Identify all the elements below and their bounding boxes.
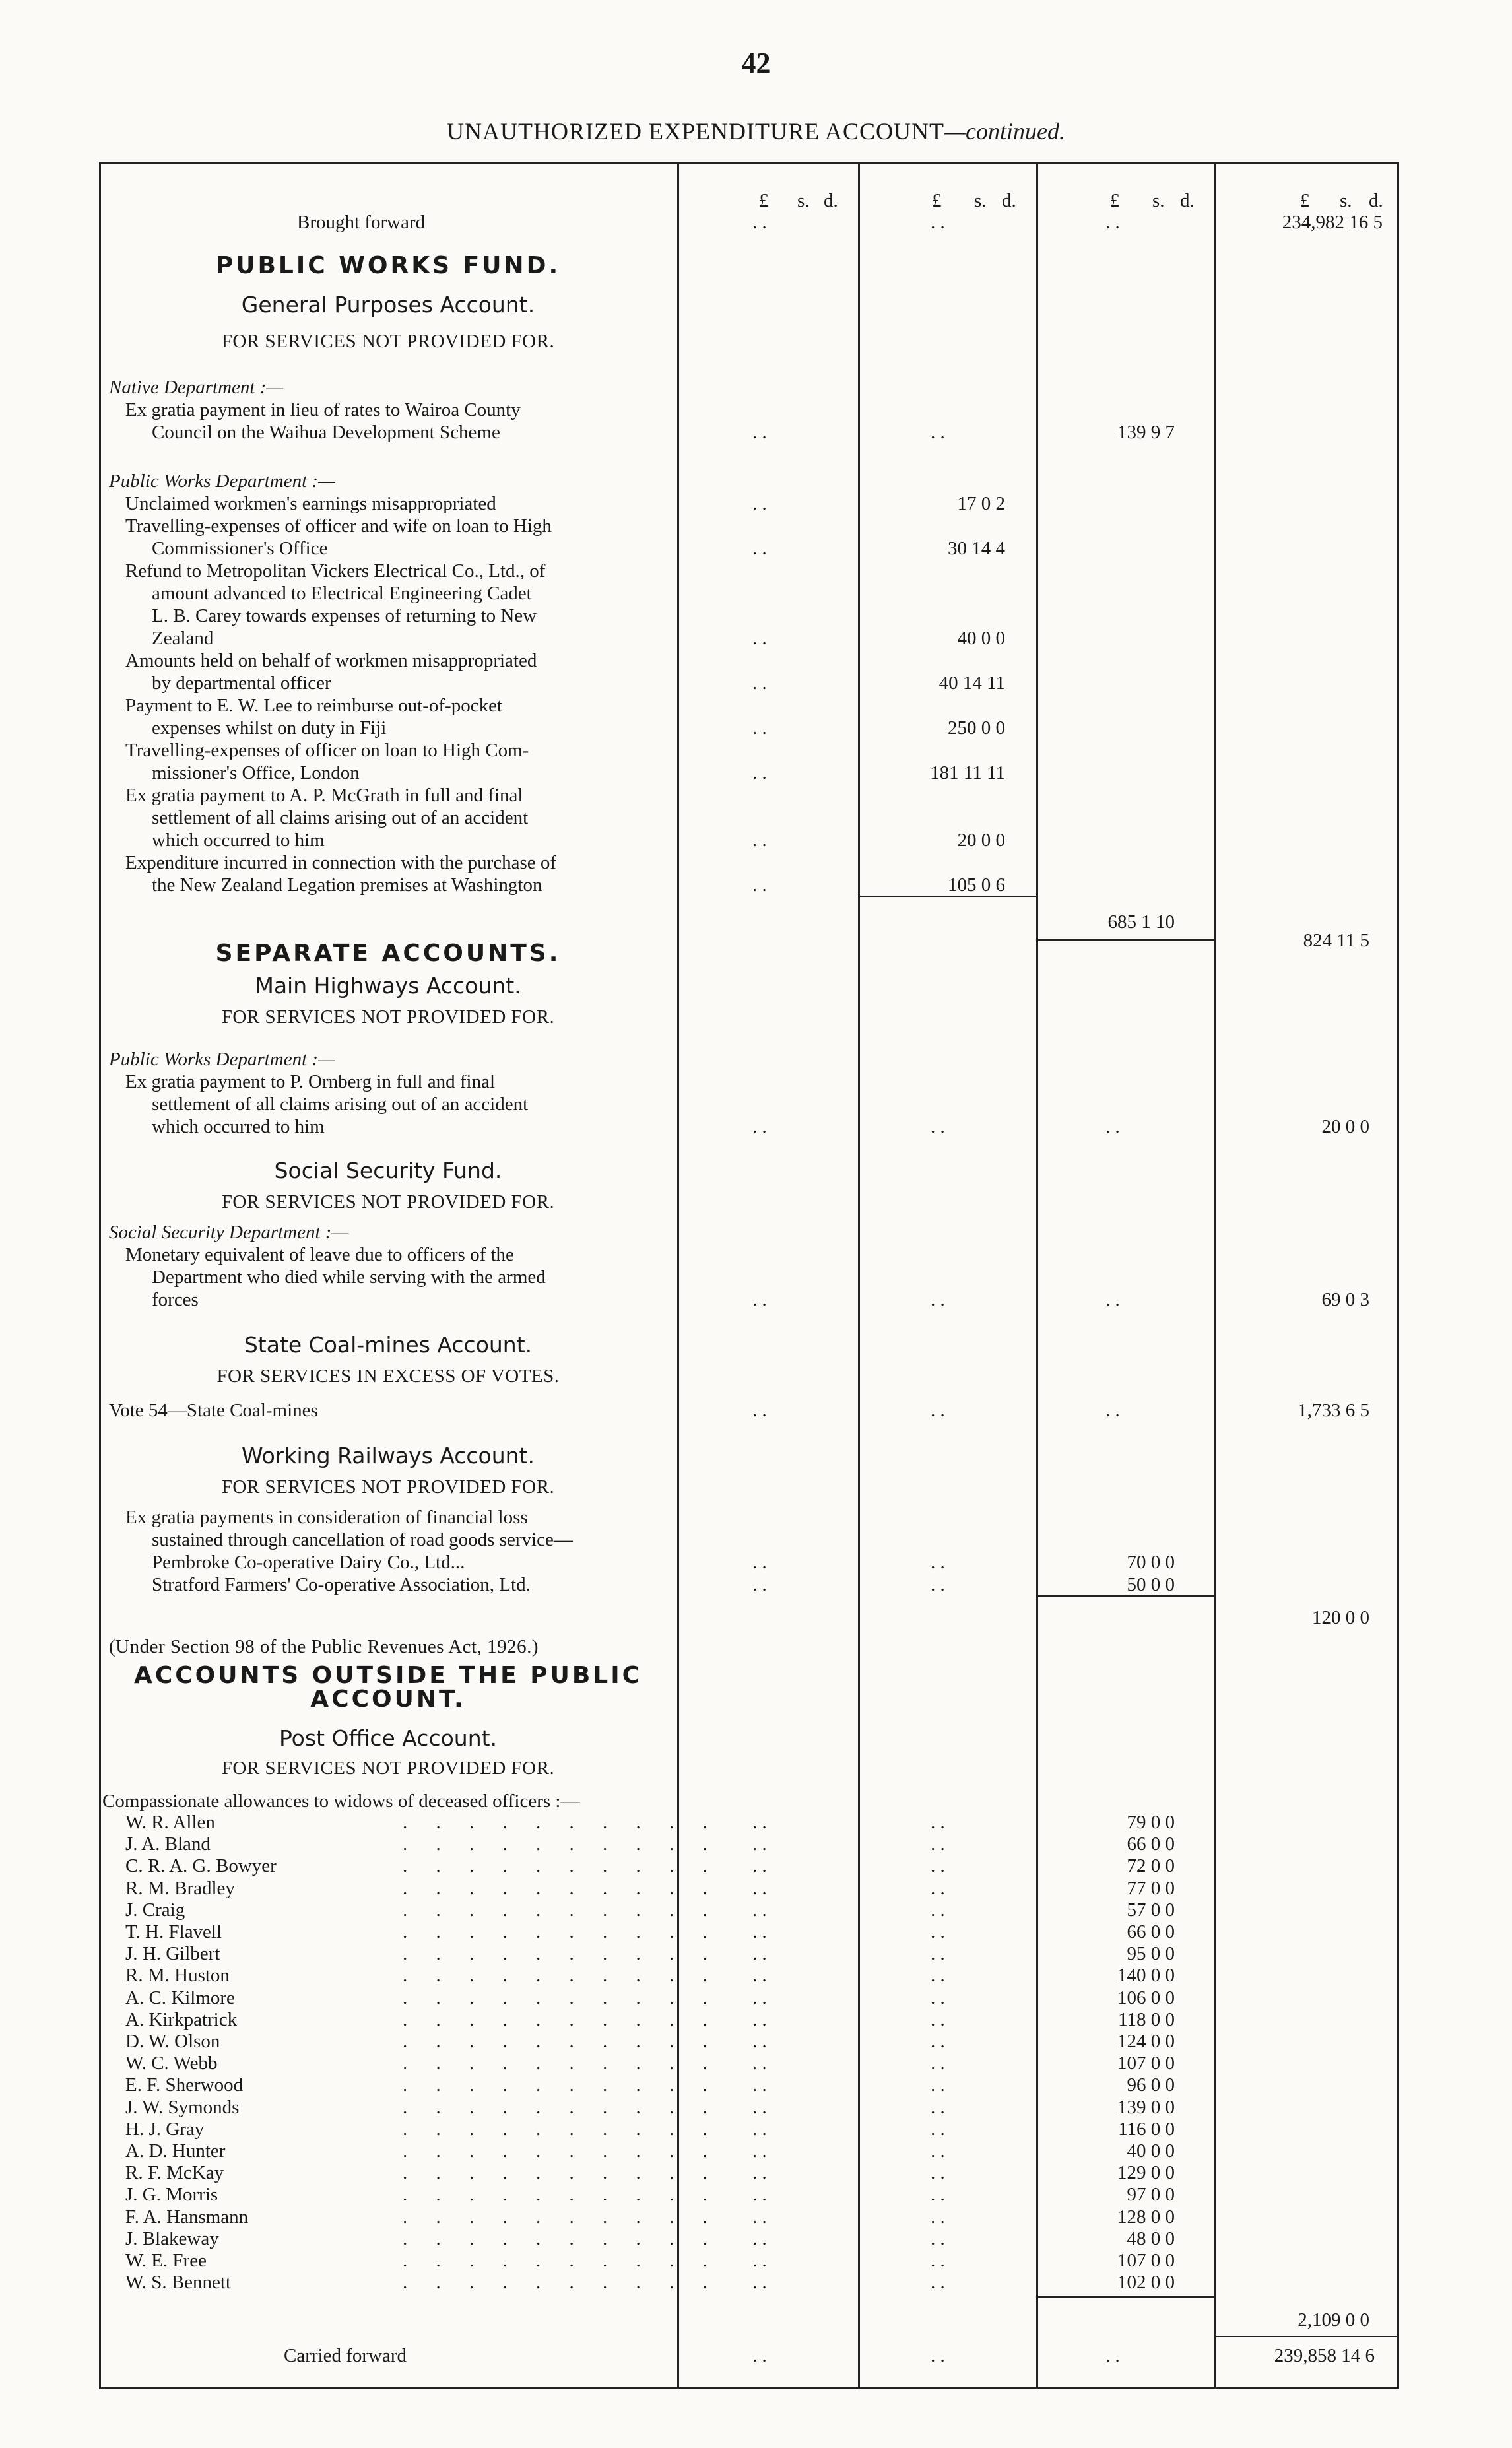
leader-dots: . . . . . . . . . . bbox=[403, 1921, 719, 1942]
leader-dots: . . bbox=[931, 1574, 945, 1595]
leader-dots: . . bbox=[1105, 1289, 1120, 1310]
leader-dots: . . bbox=[752, 628, 767, 649]
leader-dots: . . bbox=[931, 2228, 945, 2249]
entry-text: L. B. Carey towards expenses of returning to New bbox=[152, 605, 537, 626]
leader-dots: . . . . . . . . . . bbox=[403, 1812, 719, 1833]
leader-dots: . . bbox=[752, 875, 767, 896]
pound-sign: £ bbox=[759, 190, 769, 211]
leader-dots: . . bbox=[752, 2272, 767, 2294]
entry-text: Ex gratia payment in lieu of rates to Wairoa County bbox=[125, 399, 521, 420]
widow-amount: 96 0 0 bbox=[1127, 2074, 1175, 2096]
leader-dots: . . bbox=[752, 1834, 767, 1855]
entry-text: forces bbox=[152, 1289, 199, 1310]
leader-dots: . . . . . . . . . . bbox=[403, 1834, 719, 1855]
shilling-label: s. bbox=[1152, 190, 1165, 211]
leader-dots: . . . . . . . . . . bbox=[403, 2228, 719, 2249]
leader-dots: . . bbox=[752, 2250, 767, 2271]
leader-dots: . . bbox=[752, 493, 767, 514]
pound-sign: £ bbox=[1300, 190, 1310, 211]
widow-name: T. H. Flavell bbox=[125, 1921, 222, 1942]
widow-amount: 129 0 0 bbox=[1117, 2162, 1175, 2184]
leader-dots: . . bbox=[931, 2008, 945, 2030]
leader-dots: . . bbox=[752, 2031, 767, 2052]
entry-text: Compassionate allowances to widows of deceased officers :— bbox=[102, 1791, 580, 1812]
entry-text: Vote 54—State Coal-mines bbox=[109, 1400, 318, 1421]
entry-text: settlement of all claims arising out of an accident bbox=[152, 807, 529, 828]
entry-amount: 40 14 11 bbox=[938, 673, 1005, 694]
leader-dots: . . bbox=[931, 1855, 945, 1877]
total-rule bbox=[1214, 2336, 1397, 2337]
widow-name: R. M. Huston bbox=[125, 1965, 230, 1987]
entry-amount: 70 0 0 bbox=[1127, 1552, 1175, 1573]
leader-dots: . . bbox=[1105, 2345, 1120, 2366]
leader-dots: . . bbox=[931, 2345, 945, 2366]
column-rule-4 bbox=[1214, 162, 1216, 2389]
subtotal-rule bbox=[1036, 1595, 1214, 1597]
leader-dots: . . bbox=[752, 1400, 767, 1421]
entry-amount: 30 14 4 bbox=[948, 538, 1005, 559]
leader-dots: . . . . . . . . . . bbox=[403, 2053, 719, 2074]
leader-dots: . . bbox=[752, 538, 767, 559]
section-title: ACCOUNTS OUTSIDE THE PUBLIC bbox=[133, 1662, 643, 1689]
widow-amount: 95 0 0 bbox=[1127, 1943, 1175, 1965]
entry-text: which occurred to him bbox=[152, 1116, 325, 1137]
widow-amount: 118 0 0 bbox=[1118, 2008, 1175, 2030]
entry-text: Council on the Waihua Development Scheme bbox=[152, 422, 500, 443]
leader-dots: . . . . . . . . . . bbox=[403, 2074, 719, 2096]
table-bottom-rule bbox=[99, 2387, 1399, 2389]
leader-dots: . . bbox=[931, 2118, 945, 2140]
entry-amount: 250 0 0 bbox=[948, 717, 1005, 739]
leader-dots: . . bbox=[1105, 1400, 1120, 1421]
widow-name: R. M. Bradley bbox=[125, 1877, 235, 1899]
widow-amount: 40 0 0 bbox=[1127, 2140, 1175, 2162]
entry-amount: 20 0 0 bbox=[1321, 1116, 1369, 1137]
entry-text: expenses whilst on duty in Fiji bbox=[152, 717, 387, 739]
leader-dots: . . bbox=[752, 1289, 767, 1310]
leader-dots: . . bbox=[752, 2184, 767, 2206]
entry-text: Ex gratia payment to P. Ornberg in full and final bbox=[125, 1071, 496, 1092]
entry-text: Monetary equivalent of leave due to officers of the bbox=[125, 1244, 514, 1265]
leader-dots: . . bbox=[752, 1965, 767, 1987]
widow-amount: 107 0 0 bbox=[1117, 2250, 1175, 2271]
account-table bbox=[99, 162, 1399, 2389]
pence-label: d. bbox=[1180, 190, 1195, 211]
entry-text: Stratford Farmers' Co-operative Association, Ltd. bbox=[152, 1574, 531, 1595]
subtotal-rule bbox=[1036, 2296, 1214, 2298]
entry-text: sustained through cancellation of road goods service— bbox=[152, 1529, 573, 1550]
widow-amount: 79 0 0 bbox=[1127, 1812, 1175, 1833]
widow-name: H. J. Gray bbox=[125, 2118, 205, 2140]
widow-amount: 66 0 0 bbox=[1127, 1834, 1175, 1855]
brought-forward-label: Brought forward bbox=[297, 212, 426, 233]
entry-amount: 181 11 11 bbox=[930, 762, 1005, 783]
leader-dots: . . bbox=[752, 2228, 767, 2249]
leader-dots: . . bbox=[752, 2053, 767, 2074]
pence-label: d. bbox=[824, 190, 838, 211]
leader-dots: . . . . . . . . . . bbox=[403, 1987, 719, 2008]
fund-title: PUBLIC WORKS FUND. bbox=[215, 252, 561, 279]
leader-dots: . . bbox=[752, 1987, 767, 2008]
leader-dots: . . bbox=[752, 2008, 767, 2030]
leader-dots: . . bbox=[931, 2206, 945, 2228]
services-heading: FOR SERVICES IN EXCESS OF VOTES. bbox=[216, 1366, 560, 1387]
widow-amount: 124 0 0 bbox=[1117, 2031, 1175, 2052]
entry-amount: 1,733 6 5 bbox=[1298, 1400, 1369, 1421]
leader-dots: . . . . . . . . . . bbox=[403, 2031, 719, 2052]
widow-name: R. F. McKay bbox=[125, 2162, 224, 2184]
leader-dots: . . bbox=[931, 2272, 945, 2294]
leader-dots: . . bbox=[931, 1552, 945, 1573]
leader-dots: . . bbox=[752, 1877, 767, 1899]
leader-dots: . . bbox=[1105, 1116, 1120, 1137]
leader-dots: . . . . . . . . . . bbox=[403, 2272, 719, 2294]
shilling-label: s. bbox=[1340, 190, 1352, 211]
pence-label: d. bbox=[1002, 190, 1016, 211]
account-title: General Purposes Account. bbox=[241, 292, 535, 317]
entry-amount: 105 0 6 bbox=[948, 875, 1005, 896]
widow-name: A. Kirkpatrick bbox=[125, 2008, 238, 2030]
widow-amount: 72 0 0 bbox=[1127, 1855, 1175, 1877]
brought-forward-amount: 234,982 16 5 bbox=[1282, 212, 1383, 233]
leader-dots: . . bbox=[931, 1943, 945, 1965]
leader-dots: . . bbox=[752, 2345, 767, 2366]
leader-dots: . . bbox=[752, 1943, 767, 1965]
entry-text: Payment to E. W. Lee to reimburse out-of-pocket bbox=[125, 695, 502, 716]
leader-dots: . . bbox=[931, 2074, 945, 2096]
widow-name: W. S. Bennett bbox=[125, 2272, 232, 2294]
entry-amount: 139 9 7 bbox=[1117, 422, 1175, 443]
leader-dots: . . bbox=[752, 2206, 767, 2228]
leader-dots: . . bbox=[931, 1812, 945, 1833]
widow-name: C. R. A. G. Bowyer bbox=[125, 1855, 277, 1877]
widow-name: W. R. Allen bbox=[125, 1812, 215, 1833]
leader-dots: . . bbox=[931, 1877, 945, 1899]
widow-amount: 139 0 0 bbox=[1117, 2096, 1175, 2118]
leader-dots: . . bbox=[931, 1965, 945, 1987]
shilling-label: s. bbox=[974, 190, 987, 211]
leader-dots: . . bbox=[931, 422, 945, 443]
widow-name: J. Craig bbox=[125, 1899, 185, 1921]
fund-total-amount: 824 11 5 bbox=[1303, 930, 1369, 951]
pound-sign: £ bbox=[1110, 190, 1120, 211]
page-title-text: UNAUTHORIZED EXPENDITURE ACCOUNT bbox=[447, 118, 944, 145]
services-heading: FOR SERVICES NOT PROVIDED FOR. bbox=[221, 1007, 555, 1028]
leader-dots: . . bbox=[931, 2096, 945, 2118]
widow-name: J. A. Bland bbox=[125, 1834, 211, 1855]
leader-dots: . . bbox=[931, 1289, 945, 1310]
account-title: Working Railways Account. bbox=[241, 1443, 535, 1469]
leader-dots: . . bbox=[931, 1987, 945, 2008]
statute-note: (Under Section 98 of the Public Revenues Act, 1926.) bbox=[109, 1636, 539, 1657]
leader-dots: . . bbox=[931, 2250, 945, 2271]
widow-amount: 116 0 0 bbox=[1118, 2118, 1175, 2140]
leader-dots: . . bbox=[931, 2140, 945, 2162]
widow-amount: 140 0 0 bbox=[1117, 1965, 1175, 1987]
leader-dots: . . bbox=[931, 2031, 945, 2052]
widow-amount: 77 0 0 bbox=[1127, 1877, 1175, 1899]
account-title: Main Highways Account. bbox=[255, 973, 521, 999]
leader-dots: . . bbox=[752, 2118, 767, 2140]
leader-dots: . . bbox=[931, 1400, 945, 1421]
leader-dots: . . bbox=[752, 2096, 767, 2118]
widow-amount: 106 0 0 bbox=[1117, 1987, 1175, 2008]
widow-amount: 102 0 0 bbox=[1117, 2272, 1175, 2294]
leader-dots: . . bbox=[752, 1574, 767, 1595]
widow-name: D. W. Olson bbox=[125, 2031, 220, 2052]
widow-name: A. C. Kilmore bbox=[125, 1987, 235, 2008]
leader-dots: . . . . . . . . . . bbox=[403, 2184, 719, 2206]
account-title: Social Security Fund. bbox=[274, 1158, 502, 1183]
pence-label: d. bbox=[1369, 190, 1383, 211]
widow-name: W. C. Webb bbox=[125, 2053, 218, 2074]
widow-amount: 128 0 0 bbox=[1117, 2206, 1175, 2228]
leader-dots: . . bbox=[752, 1855, 767, 1877]
entry-text: Travelling-expenses of officer on loan to High Com- bbox=[125, 740, 529, 761]
leader-dots: . . bbox=[752, 2140, 767, 2162]
leader-dots: . . bbox=[752, 762, 767, 783]
leader-dots: . . bbox=[752, 673, 767, 694]
carried-forward-amount: 239,858 14 6 bbox=[1274, 2345, 1375, 2366]
leader-dots: . . bbox=[752, 1921, 767, 1942]
page-title bbox=[0, 117, 1512, 145]
entry-amount: 20 0 0 bbox=[957, 830, 1005, 851]
entry-amount: 69 0 3 bbox=[1321, 1289, 1369, 1310]
table-top-rule bbox=[99, 162, 1399, 164]
account-title: Post Office Account. bbox=[279, 1725, 498, 1751]
entry-text: missioner's Office, London bbox=[152, 762, 360, 783]
leader-dots: . . bbox=[931, 1116, 945, 1137]
widow-name: J. W. Symonds bbox=[125, 2096, 240, 2118]
department-heading: Social Security Department :— bbox=[109, 1222, 349, 1243]
entry-text: Commissioner's Office bbox=[152, 538, 328, 559]
leader-dots: . . bbox=[931, 1921, 945, 1942]
entry-text: amount advanced to Electrical Engineering Cadet bbox=[152, 583, 532, 604]
leader-dots: . . . . . . . . . . bbox=[403, 2118, 719, 2140]
widow-amount: 107 0 0 bbox=[1117, 2053, 1175, 2074]
carried-forward-label: Carried forward bbox=[284, 2345, 407, 2366]
widow-name: E. F. Sherwood bbox=[125, 2074, 244, 2096]
widow-amount: 48 0 0 bbox=[1127, 2228, 1175, 2249]
department-heading: Native Department :— bbox=[109, 377, 284, 398]
department-heading: Public Works Department :— bbox=[109, 471, 335, 492]
leader-dots: . . bbox=[931, 2053, 945, 2074]
widow-name: J. G. Morris bbox=[125, 2184, 218, 2206]
leader-dots: . . bbox=[752, 1116, 767, 1137]
leader-dots: . . bbox=[931, 212, 945, 233]
widow-name: F. A. Hansmann bbox=[125, 2206, 249, 2228]
account-total-amount: 120 0 0 bbox=[1312, 1607, 1369, 1628]
entry-text: Pembroke Co-operative Dairy Co., Ltd... bbox=[152, 1552, 465, 1573]
subtotal-amount: 685 1 10 bbox=[1107, 911, 1175, 933]
section-title: SEPARATE ACCOUNTS. bbox=[215, 940, 561, 967]
entry-text: by departmental officer bbox=[152, 673, 331, 694]
table-right-rule bbox=[1397, 162, 1399, 2389]
leader-dots: . . bbox=[752, 422, 767, 443]
leader-dots: . . bbox=[931, 1834, 945, 1855]
entry-text: Travelling-expenses of officer and wife on loan to High bbox=[125, 515, 552, 537]
leader-dots: . . . . . . . . . . bbox=[403, 1877, 719, 1899]
entry-text: Unclaimed workmen's earnings misappropriated bbox=[125, 493, 496, 514]
services-heading: FOR SERVICES NOT PROVIDED FOR. bbox=[221, 331, 555, 352]
entry-text: Zealand bbox=[152, 628, 214, 649]
leader-dots: . . bbox=[931, 2162, 945, 2184]
services-heading: FOR SERVICES NOT PROVIDED FOR. bbox=[221, 1758, 555, 1779]
department-heading: Public Works Department :— bbox=[109, 1049, 335, 1070]
leader-dots: . . . . . . . . . . bbox=[403, 2250, 719, 2271]
entry-text: Department who died while serving with the armed bbox=[152, 1267, 546, 1288]
widow-name: W. E. Free bbox=[125, 2250, 207, 2271]
leader-dots: . . . . . . . . . . bbox=[403, 1965, 719, 1987]
leader-dots: . . . . . . . . . . bbox=[403, 1943, 719, 1965]
widow-name: J. Blakeway bbox=[125, 2228, 219, 2249]
leader-dots: . . . . . . . . . . bbox=[403, 2008, 719, 2030]
subtotal-rule bbox=[858, 896, 1036, 897]
entry-text: Amounts held on behalf of workmen misappropriated bbox=[125, 650, 537, 671]
leader-dots: . . bbox=[752, 1552, 767, 1573]
leader-dots: . . bbox=[752, 1899, 767, 1921]
leader-dots: . . bbox=[752, 212, 767, 233]
leader-dots: . . . . . . . . . . bbox=[403, 1899, 719, 1921]
account-total-amount: 2,109 0 0 bbox=[1298, 2309, 1369, 2331]
entry-text: Refund to Metropolitan Vickers Electrical Co., Ltd., of bbox=[125, 560, 546, 581]
services-heading: FOR SERVICES NOT PROVIDED FOR. bbox=[221, 1191, 555, 1212]
entry-text: settlement of all claims arising out of an accident bbox=[152, 1094, 529, 1115]
page-title-suffix: —continued. bbox=[944, 118, 1065, 145]
widow-amount: 57 0 0 bbox=[1127, 1899, 1175, 1921]
page-number: 42 bbox=[741, 47, 771, 79]
shilling-label: s. bbox=[797, 190, 810, 211]
entry-text: Expenditure incurred in connection with the purchase of bbox=[125, 852, 557, 873]
entry-amount: 50 0 0 bbox=[1127, 1574, 1175, 1595]
leader-dots: . . bbox=[752, 830, 767, 851]
leader-dots: . . bbox=[752, 2074, 767, 2096]
entry-text: Ex gratia payment to A. P. McGrath in full and final bbox=[125, 785, 523, 806]
services-heading: FOR SERVICES NOT PROVIDED FOR. bbox=[221, 1476, 555, 1498]
entry-text: Ex gratia payments in consideration of financial loss bbox=[125, 1507, 528, 1528]
leader-dots: . . . . . . . . . . bbox=[403, 2096, 719, 2118]
leader-dots: . . bbox=[752, 2162, 767, 2184]
table-left-rule bbox=[99, 162, 101, 2389]
leader-dots: . . . . . . . . . . bbox=[403, 2140, 719, 2162]
leader-dots: . . . . . . . . . . bbox=[403, 2162, 719, 2184]
entry-amount: 17 0 2 bbox=[957, 493, 1005, 514]
leader-dots: . . bbox=[1105, 212, 1120, 233]
pound-sign: £ bbox=[932, 190, 942, 211]
leader-dots: . . bbox=[931, 1899, 945, 1921]
account-title: State Coal-mines Account. bbox=[244, 1332, 533, 1358]
leader-dots: . . bbox=[752, 717, 767, 739]
entry-text: which occurred to him bbox=[152, 830, 325, 851]
widow-amount: 97 0 0 bbox=[1127, 2184, 1175, 2206]
section-title: ACCOUNT. bbox=[310, 1686, 466, 1713]
widow-name: A. D. Hunter bbox=[125, 2140, 226, 2162]
leader-dots: . . bbox=[752, 1812, 767, 1833]
leader-dots: . . bbox=[931, 2184, 945, 2206]
widow-amount: 66 0 0 bbox=[1127, 1921, 1175, 1942]
widow-name: J. H. Gilbert bbox=[125, 1943, 220, 1965]
leader-dots: . . . . . . . . . . bbox=[403, 2206, 719, 2228]
entry-text: the New Zealand Legation premises at Washington bbox=[152, 875, 542, 896]
entry-amount: 40 0 0 bbox=[957, 628, 1005, 649]
leader-dots: . . . . . . . . . . bbox=[403, 1855, 719, 1877]
